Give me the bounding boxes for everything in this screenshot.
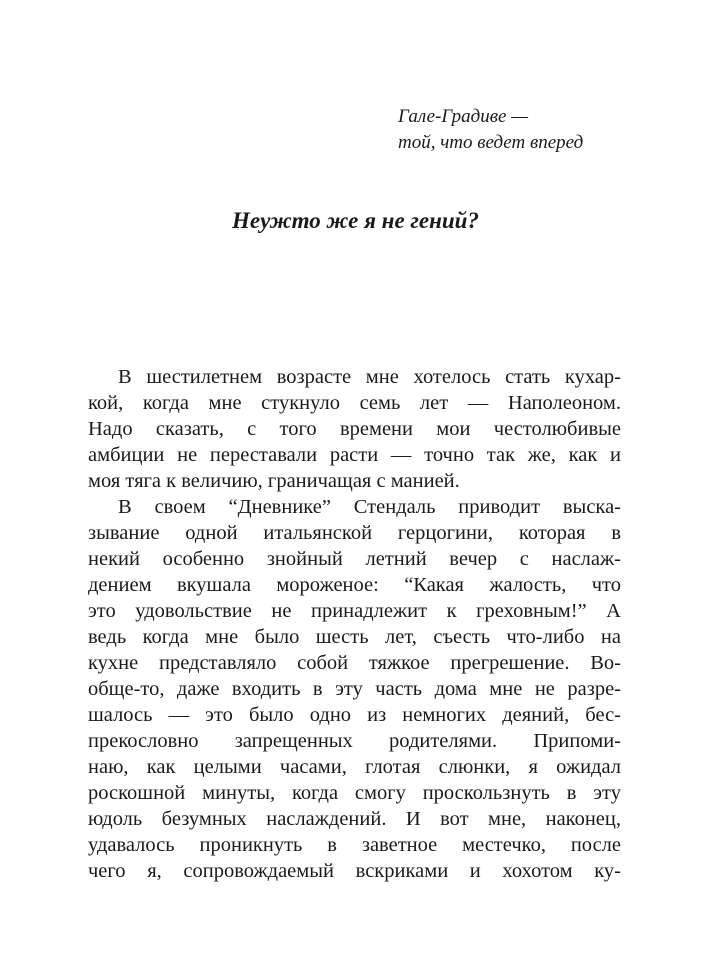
paragraph-line: юдоль безумных наслаждений. И вот мне, наконец,	[88, 808, 621, 830]
paragraph-line: кухне представляло собой тяжкое прегрешение. Во-	[88, 652, 621, 674]
paragraph-line: моя тяга к величию, граничащая с манией.	[88, 470, 460, 492]
paragraph-line: это удовольствие не принадлежит к греховным!” А	[88, 600, 621, 622]
paragraph-line: кой, когда мне стукнуло семь лет — Наполеоном.	[88, 392, 621, 414]
paragraph-line: некий особенно знойный летний вечер с наслаж-	[88, 548, 621, 570]
paragraph-line: шалось — это было одно из немногих деяний, бес-	[88, 704, 621, 726]
paragraph-line: дением вкушала мороженое: “Какая жалость, что	[88, 574, 621, 596]
paragraph-line: зывание одной итальянской герцогини, которая в	[88, 522, 621, 544]
epigraph	[398, 104, 698, 156]
paragraph-line: чего я, сопровождаемый вскриками и хохотом ку-	[88, 860, 621, 882]
paragraph-line: ведь когда мне было шесть лет, съесть что-либо на	[88, 626, 621, 648]
paragraph-line: роскошной минуты, когда смогу проскользнуть в эту	[88, 782, 621, 804]
paragraph-line: прекословно запрещенных родителями. Припоми-	[88, 730, 621, 752]
body-text	[88, 364, 621, 884]
epigraph-line: той, что ведет вперед	[398, 132, 584, 153]
epigraph-line: Гале-Градиве —	[398, 106, 529, 127]
chapter-title: Неужто же я не гений?	[232, 208, 479, 233]
paragraph-line: В своем “Дневнике” Стендаль приводит выска-	[118, 496, 621, 518]
paragraph-line: удавалось проникнуть в заветное местечко, после	[88, 834, 621, 856]
paragraph-line: обще-то, даже входить в эту часть дома мне не разре-	[88, 678, 621, 700]
paragraph-line: В шестилетнем возрасте мне хотелось стать кухар-	[118, 366, 621, 388]
paragraph-line: наю, как целыми часами, глотая слюнки, я ожидал	[88, 756, 621, 778]
paragraph-line: амбиции не переставали расти — точно так же, как и	[88, 444, 621, 466]
paragraph-line: Надо сказать, с того времени мои честолюбивые	[88, 418, 621, 440]
